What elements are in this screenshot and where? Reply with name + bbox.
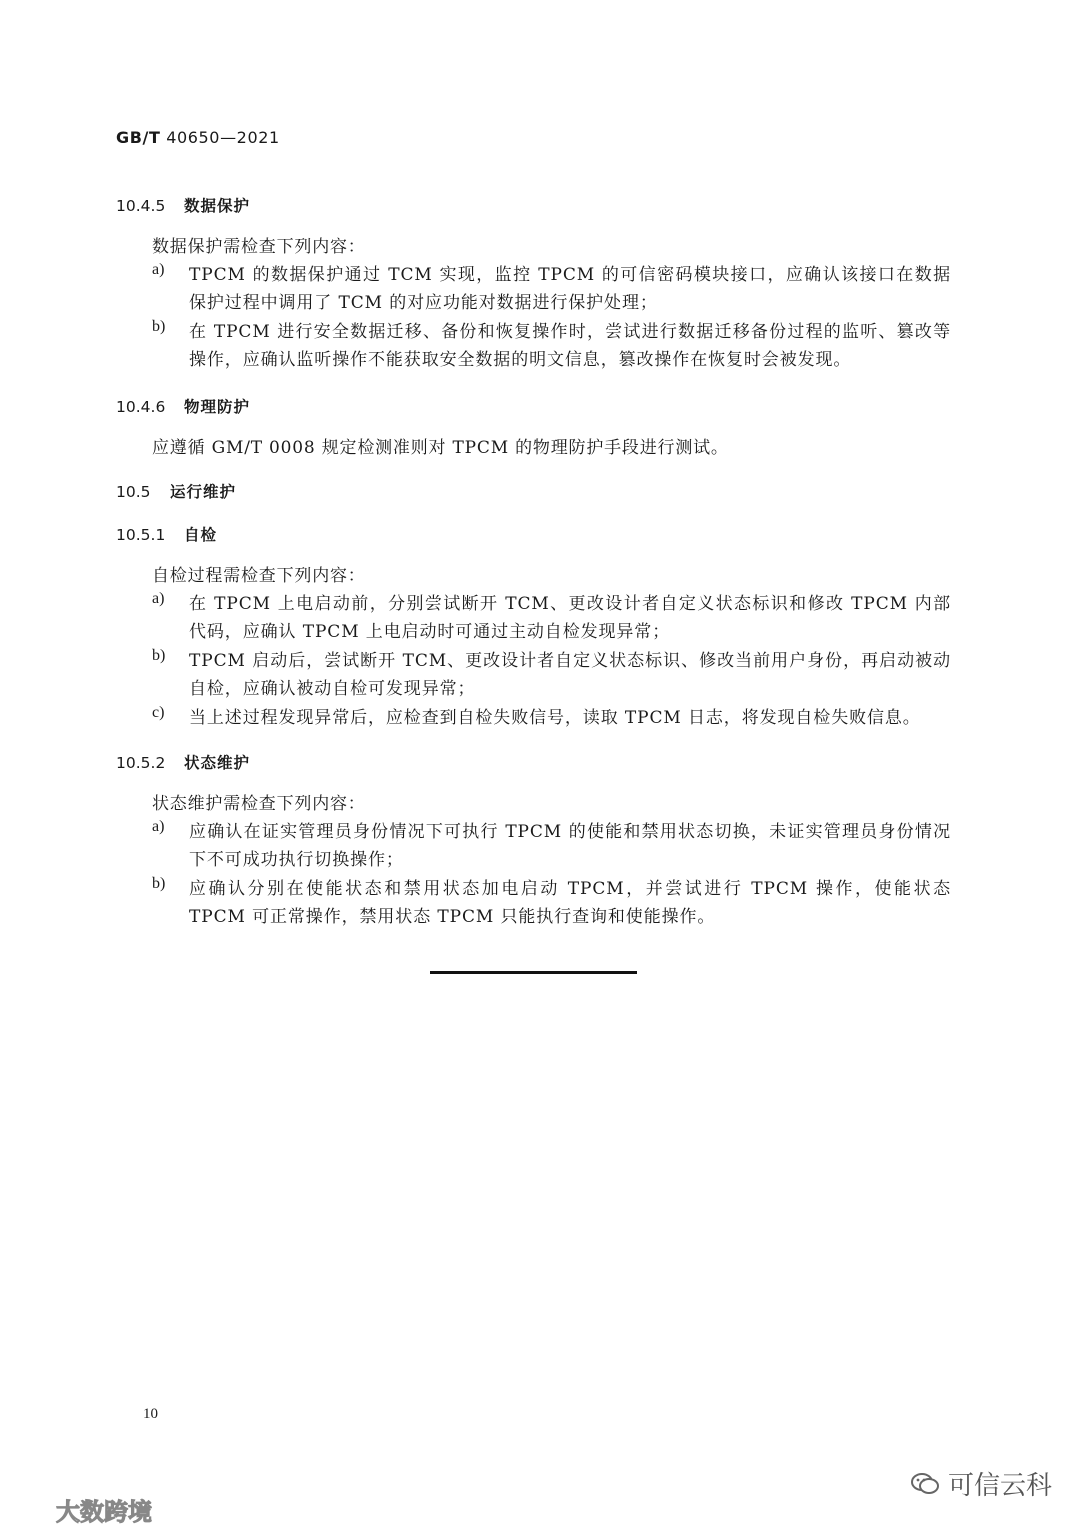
body-text: 应遵循 GM/T 0008 规定检测准则对 TPCM 的物理防护手段进行测试。 bbox=[152, 438, 729, 458]
section-heading-10-5-2: 10.5.2 状态维护 bbox=[116, 754, 251, 772]
wechat-icon bbox=[910, 1471, 940, 1497]
watermark-text: 大数跨境 bbox=[56, 1498, 152, 1526]
end-rule bbox=[430, 971, 637, 974]
section-heading-10-4-5: 10.4.5 数据保护 bbox=[116, 197, 251, 215]
page-number: 10 bbox=[143, 1406, 158, 1422]
standard-code: GB/T 40650—2021 bbox=[116, 128, 280, 147]
intro-text: 自检过程需检查下列内容： bbox=[152, 566, 366, 586]
intro-text: 状态维护需检查下列内容： bbox=[152, 794, 366, 814]
watermark-text: 可信云科 bbox=[948, 1471, 1053, 1501]
intro-text: 数据保护需检查下列内容： bbox=[152, 237, 366, 257]
logo-icon bbox=[8, 1497, 52, 1523]
watermark-kexinyunke bbox=[910, 1465, 1052, 1502]
watermark-dashujuajing bbox=[8, 1492, 152, 1527]
section-heading-10-5-1: 10.5.1 自检 bbox=[116, 526, 218, 544]
section-heading-10-5: 10.5 运行维护 bbox=[116, 483, 237, 501]
section-heading-10-4-6: 10.4.6 物理防护 bbox=[116, 398, 251, 416]
